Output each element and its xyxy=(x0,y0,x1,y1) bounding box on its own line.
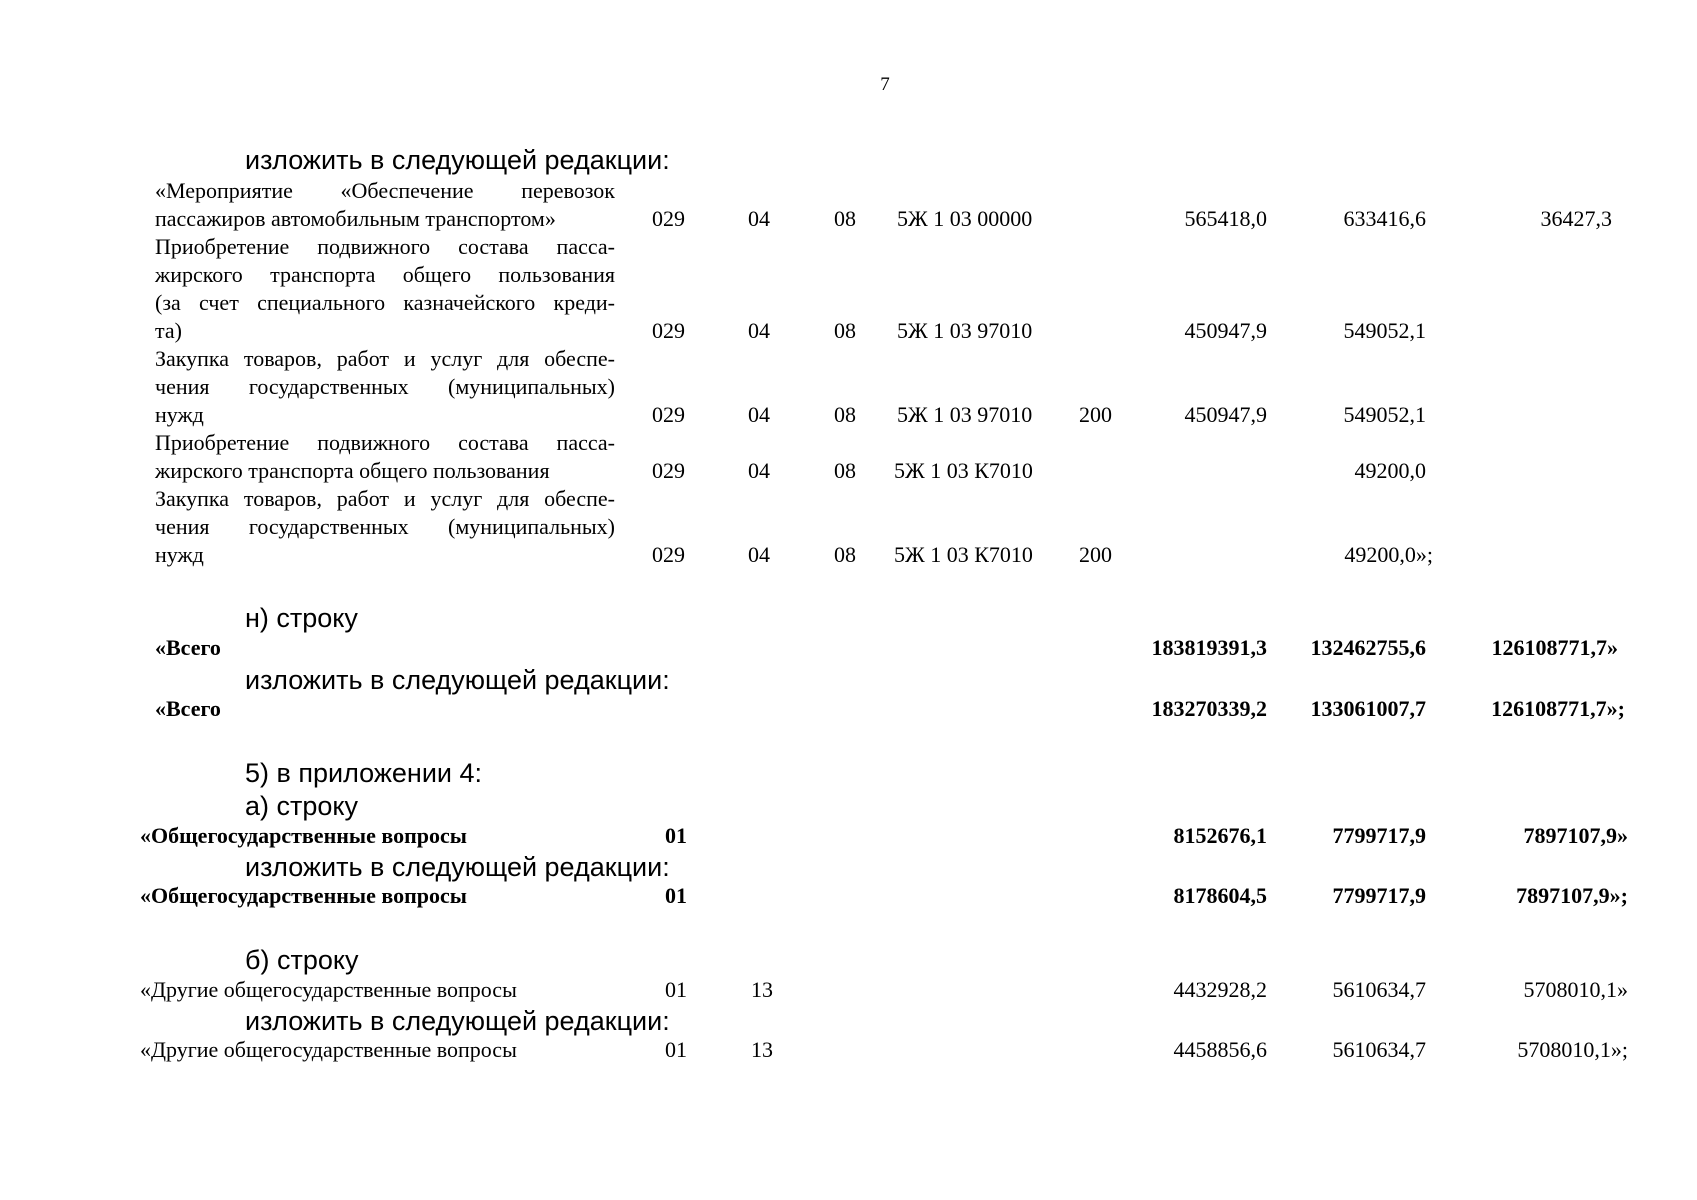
cell-sum-1: 8178604,5 xyxy=(1173,883,1267,908)
desc-line: нужд xyxy=(155,402,204,427)
row-desc-rolling-stock xyxy=(155,429,615,485)
cell-sum-3: 126108771,7»; xyxy=(1491,696,1625,721)
cell-sum-2: 633416,6 xyxy=(1343,206,1426,231)
cell-sum-2: 49200,0 xyxy=(1354,458,1426,483)
row-name-general-old: «Общегосударственные вопросы xyxy=(140,823,467,848)
desc-line: чения государственных (муниципальных) xyxy=(155,374,615,399)
cell-target-article: 5Ж 1 03 97010 xyxy=(897,402,1033,427)
cell-subsection: 08 xyxy=(834,206,856,231)
cell-sum-2: 5610634,7 xyxy=(1332,1037,1426,1062)
cell-subsection: 08 xyxy=(834,542,856,567)
cell-expense-type: 200 xyxy=(1079,542,1112,567)
cell-section: 04 xyxy=(748,542,770,567)
cell-section: 04 xyxy=(748,318,770,343)
cell-ved: 029 xyxy=(652,458,685,483)
cell-ved: 029 xyxy=(652,402,685,427)
row-desc-procurement xyxy=(155,345,615,429)
cell-sum-1: 565418,0 xyxy=(1184,206,1267,231)
row-name-total-new: «Всего xyxy=(155,696,221,721)
desc-line: Закупка товаров, работ и услуг для обеспе- xyxy=(155,346,615,371)
desc-line: «Мероприятие «Обеспечение перевозок xyxy=(155,178,615,203)
cell-section: 04 xyxy=(748,206,770,231)
desc-line: та) xyxy=(155,318,182,343)
cell-sum-2: 7799717,9 xyxy=(1332,883,1426,908)
row-name-general-new: «Общегосударственные вопросы xyxy=(140,883,467,908)
row-name-other-new: «Другие общегосударственные вопросы xyxy=(140,1037,517,1062)
row-name-other-old: «Другие общегосударственные вопросы xyxy=(140,977,517,1002)
cell-sum-2: 5610634,7 xyxy=(1332,977,1426,1002)
instruction-edit-4: изложить в следующей редакции: xyxy=(245,1006,670,1036)
cell-target-article: 5Ж 1 03 К7010 xyxy=(894,542,1033,567)
desc-line: Приобретение подвижного состава пасса- xyxy=(155,234,615,259)
cell-subsection: 08 xyxy=(834,402,856,427)
instruction-edit-2: изложить в следующей редакции: xyxy=(245,665,670,695)
desc-line: Приобретение подвижного состава пасса- xyxy=(155,430,615,455)
cell-sum-1: 450947,9 xyxy=(1184,402,1267,427)
instruction-line-b: б) строку xyxy=(245,945,359,975)
cell-sum-1: 450947,9 xyxy=(1184,318,1267,343)
cell-sum-2: 133061007,7 xyxy=(1310,696,1426,721)
cell-section: 01 xyxy=(665,977,687,1002)
desc-line: жирского транспорта общего пользования xyxy=(155,458,550,483)
cell-sum-1: 183270339,2 xyxy=(1151,696,1267,721)
cell-target-article: 5Ж 1 03 К7010 xyxy=(894,458,1033,483)
cell-subsection: 08 xyxy=(834,318,856,343)
row-desc-procurement xyxy=(155,485,615,569)
cell-sum-2: 7799717,9 xyxy=(1332,823,1426,848)
desc-line: (за счет специального казначейского креди- xyxy=(155,290,615,315)
cell-subsection: 08 xyxy=(834,458,856,483)
cell-section: 01 xyxy=(665,823,687,848)
row-desc-measure xyxy=(155,177,615,233)
cell-sum-2: 549052,1 xyxy=(1343,318,1426,343)
cell-sum-3: 36427,3 xyxy=(1540,206,1612,231)
cell-sum-2: 49200,0»; xyxy=(1344,542,1433,567)
instruction-line-a: а) строку xyxy=(245,791,359,821)
cell-subsection: 13 xyxy=(751,1037,773,1062)
cell-sum-1: 8152676,1 xyxy=(1173,823,1267,848)
cell-sum-1: 183819391,3 xyxy=(1151,635,1267,660)
cell-ved: 029 xyxy=(652,318,685,343)
cell-sum-2: 549052,1 xyxy=(1343,402,1426,427)
cell-sum-3: 7897107,9» xyxy=(1523,823,1628,848)
row-desc-rolling-stock-credit xyxy=(155,233,615,345)
cell-sum-3: 7897107,9»; xyxy=(1516,883,1628,908)
cell-sum-1: 4432928,2 xyxy=(1173,977,1267,1002)
cell-sum-3: 5708010,1» xyxy=(1523,977,1628,1002)
cell-target-article: 5Ж 1 03 00000 xyxy=(897,206,1033,231)
cell-subsection: 13 xyxy=(751,977,773,1002)
cell-sum-2: 132462755,6 xyxy=(1310,635,1426,660)
cell-sum-3: 5708010,1»; xyxy=(1517,1037,1628,1062)
desc-line: пассажиров автомобильным транспортом» xyxy=(155,206,556,231)
cell-section: 01 xyxy=(665,1037,687,1062)
desc-line: чения государственных (муниципальных) xyxy=(155,514,615,539)
instruction-appendix-4: 5) в приложении 4: xyxy=(245,758,483,788)
cell-ved: 029 xyxy=(652,206,685,231)
desc-line: Закупка товаров, работ и услуг для обеспе- xyxy=(155,486,615,511)
cell-ved: 029 xyxy=(652,542,685,567)
cell-target-article: 5Ж 1 03 97010 xyxy=(897,318,1033,343)
desc-line: нужд xyxy=(155,542,204,567)
cell-section: 01 xyxy=(665,883,687,908)
cell-section: 04 xyxy=(748,458,770,483)
cell-sum-1: 4458856,6 xyxy=(1173,1037,1267,1062)
cell-expense-type: 200 xyxy=(1079,402,1112,427)
desc-line: жирского транспорта общего пользования xyxy=(155,262,615,287)
cell-section: 04 xyxy=(748,402,770,427)
cell-sum-3: 126108771,7» xyxy=(1491,635,1618,660)
page-number: 7 xyxy=(880,74,890,95)
instruction-edit-3: изложить в следующей редакции: xyxy=(245,852,670,882)
instruction-line-n: н) строку xyxy=(245,603,358,633)
instruction-edit-1: изложить в следующей редакции: xyxy=(245,145,670,175)
row-name-total-old: «Всего xyxy=(155,635,221,660)
